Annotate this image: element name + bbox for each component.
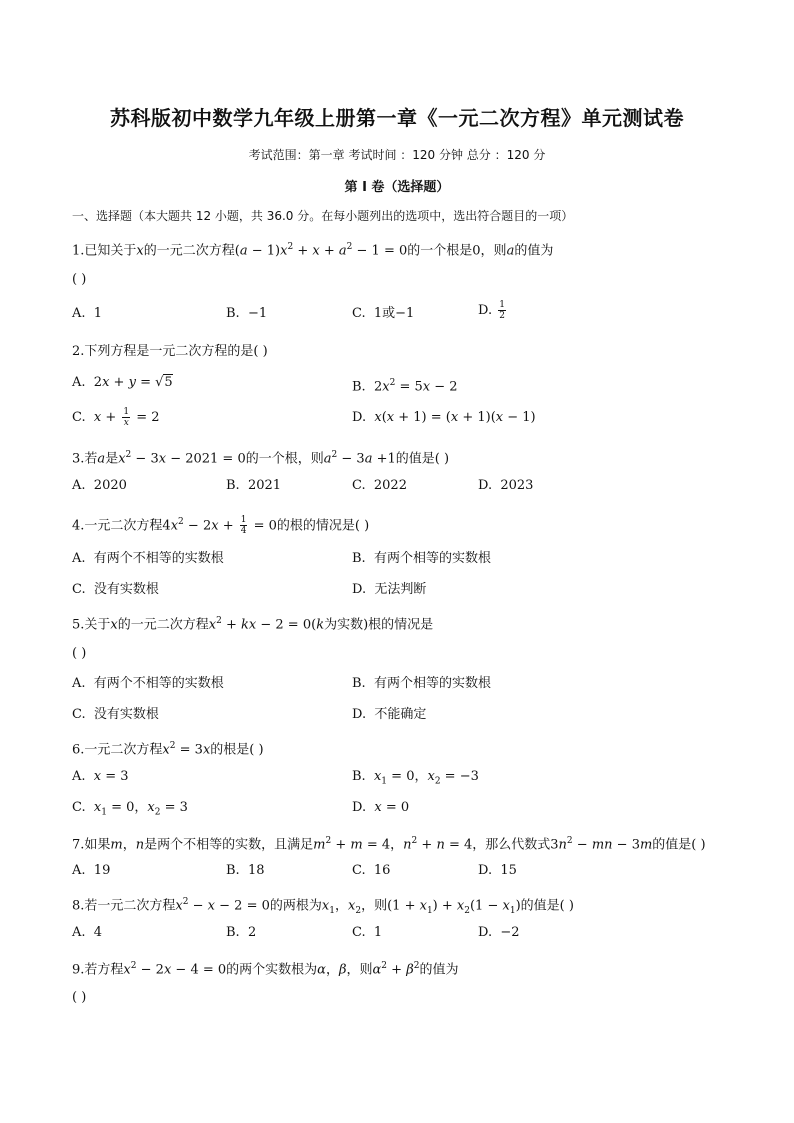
instructions: 一、选择题（本大题共 12 小题，共 36.0 分。在每小题列出的选项中，选出符合题目的一项） [72, 209, 574, 223]
q4-option-a[interactable]: A. 有两个不相等的实数根 [72, 551, 224, 566]
q5-option-d[interactable]: D. 不能确定 [352, 707, 427, 722]
question-9-blank: ( ) [72, 990, 87, 1005]
q2-option-d[interactable]: D. x(x + 1) = (x + 1)(x − 1) [352, 410, 536, 425]
q2-option-c[interactable]: C. x + $\frac{1}{x}$ = 2 [72, 407, 160, 428]
q5-option-c[interactable]: C. 没有实数根 [72, 707, 159, 722]
question-9: 9.若方程$x^2 - 2x - 4 = 0$的两个实数根为α，β，则$\alpha^2 + \beta^2$的值为 [72, 961, 459, 978]
q3-option-d[interactable]: D. 2023 [478, 478, 534, 493]
q6-option-a[interactable]: A. x = 3 [72, 769, 129, 784]
q6-option-c[interactable]: C. $x_1 = 0$，$x_2 = 3$ [72, 800, 188, 818]
q6-option-b[interactable]: B. $x_1 = 0$，$x_2 = -3$ [352, 769, 479, 787]
q4-option-b[interactable]: B. 有两个相等的实数根 [352, 551, 491, 566]
question-8: 8.若一元二次方程$x^2 - x - 2 = 0$的两根为$x_1$，$x_2$，则$(1 + x_1) + x_2(1 - x_1)$的值是( ) [72, 897, 574, 916]
q8-option-d[interactable]: D. −2 [478, 925, 520, 940]
q7-option-b[interactable]: B. 18 [226, 863, 265, 878]
q4-option-c[interactable]: C. 没有实数根 [72, 582, 159, 597]
q5-option-a[interactable]: A. 有两个不相等的实数根 [72, 676, 224, 691]
q3-option-b[interactable]: B. 2021 [226, 478, 282, 493]
q1-option-a[interactable]: A. 1 [72, 306, 103, 321]
question-6: 6.一元二次方程$x^2 = 3x$的根是( ) [72, 741, 264, 758]
q3-option-a[interactable]: A. 2020 [72, 478, 127, 493]
q3-option-c[interactable]: C. 2022 [352, 478, 407, 493]
q8-option-a[interactable]: A. 4 [72, 925, 103, 940]
q7-option-c[interactable]: C. 16 [352, 863, 391, 878]
question-3: 3.若a是$x^2 - 3x - 2021 = 0$的一个根，则$a^2 - 3a +1$的值是( ) [72, 450, 450, 467]
question-1: 1.已知关于x的一元二次方程$(a - 1)x^2 + x + a^2 - 1 = 0$的一个根是0，则a的值为 [72, 242, 554, 259]
q8-option-b[interactable]: B. 2 [226, 925, 257, 940]
question-5-blank: ( ) [72, 646, 87, 661]
question-2: 2.下列方程是一元二次方程的是( ) [72, 344, 268, 359]
q8-option-c[interactable]: C. 1 [352, 925, 383, 940]
question-1-blank: ( ) [72, 272, 87, 287]
q4-option-d[interactable]: D. 无法判断 [352, 582, 427, 597]
exam-title: 苏科版初中数学九年级上册第一章《一元二次方程》单元测试卷 [110, 106, 684, 130]
question-7: 7.如果m，n是两个不相等的实数，且满足$m^2 + m = 4$，$n^2 + n = 4$，那么代数式$3n^2$ − mn − 3m的值是( ) [72, 836, 706, 853]
exam-subtitle: 考试范围：第一章 考试时间 ：120 分钟 总分 ：120 分 [248, 148, 546, 162]
q7-option-a[interactable]: A. 19 [72, 863, 111, 878]
q2-option-b[interactable]: B. $2x^2 = 5x - 2$ [352, 378, 458, 395]
q1-option-b[interactable]: B. −1 [226, 306, 268, 321]
section-title: 第 I 卷（选择题） [344, 180, 450, 195]
q2-option-a[interactable]: A. 2x + y = √5 [72, 375, 173, 390]
q7-option-d[interactable]: D. 15 [478, 863, 517, 878]
q5-option-b[interactable]: B. 有两个相等的实数根 [352, 676, 491, 691]
question-5: 5.关于x的一元二次方程$x^2$ + kx − 2 = 0(k为实数)根的情况是 [72, 616, 434, 633]
q6-option-d[interactable]: D. x = 0 [352, 800, 410, 815]
question-4: 4.一元二次方程$4x^2 - 2x$ + $\frac{1}{4}$ = 0的根的情况是( ) [72, 515, 370, 537]
q1-option-d[interactable]: D. $\frac{1}{2}$ [478, 300, 505, 321]
q1-option-c[interactable]: C. 1或−1 [352, 306, 415, 321]
